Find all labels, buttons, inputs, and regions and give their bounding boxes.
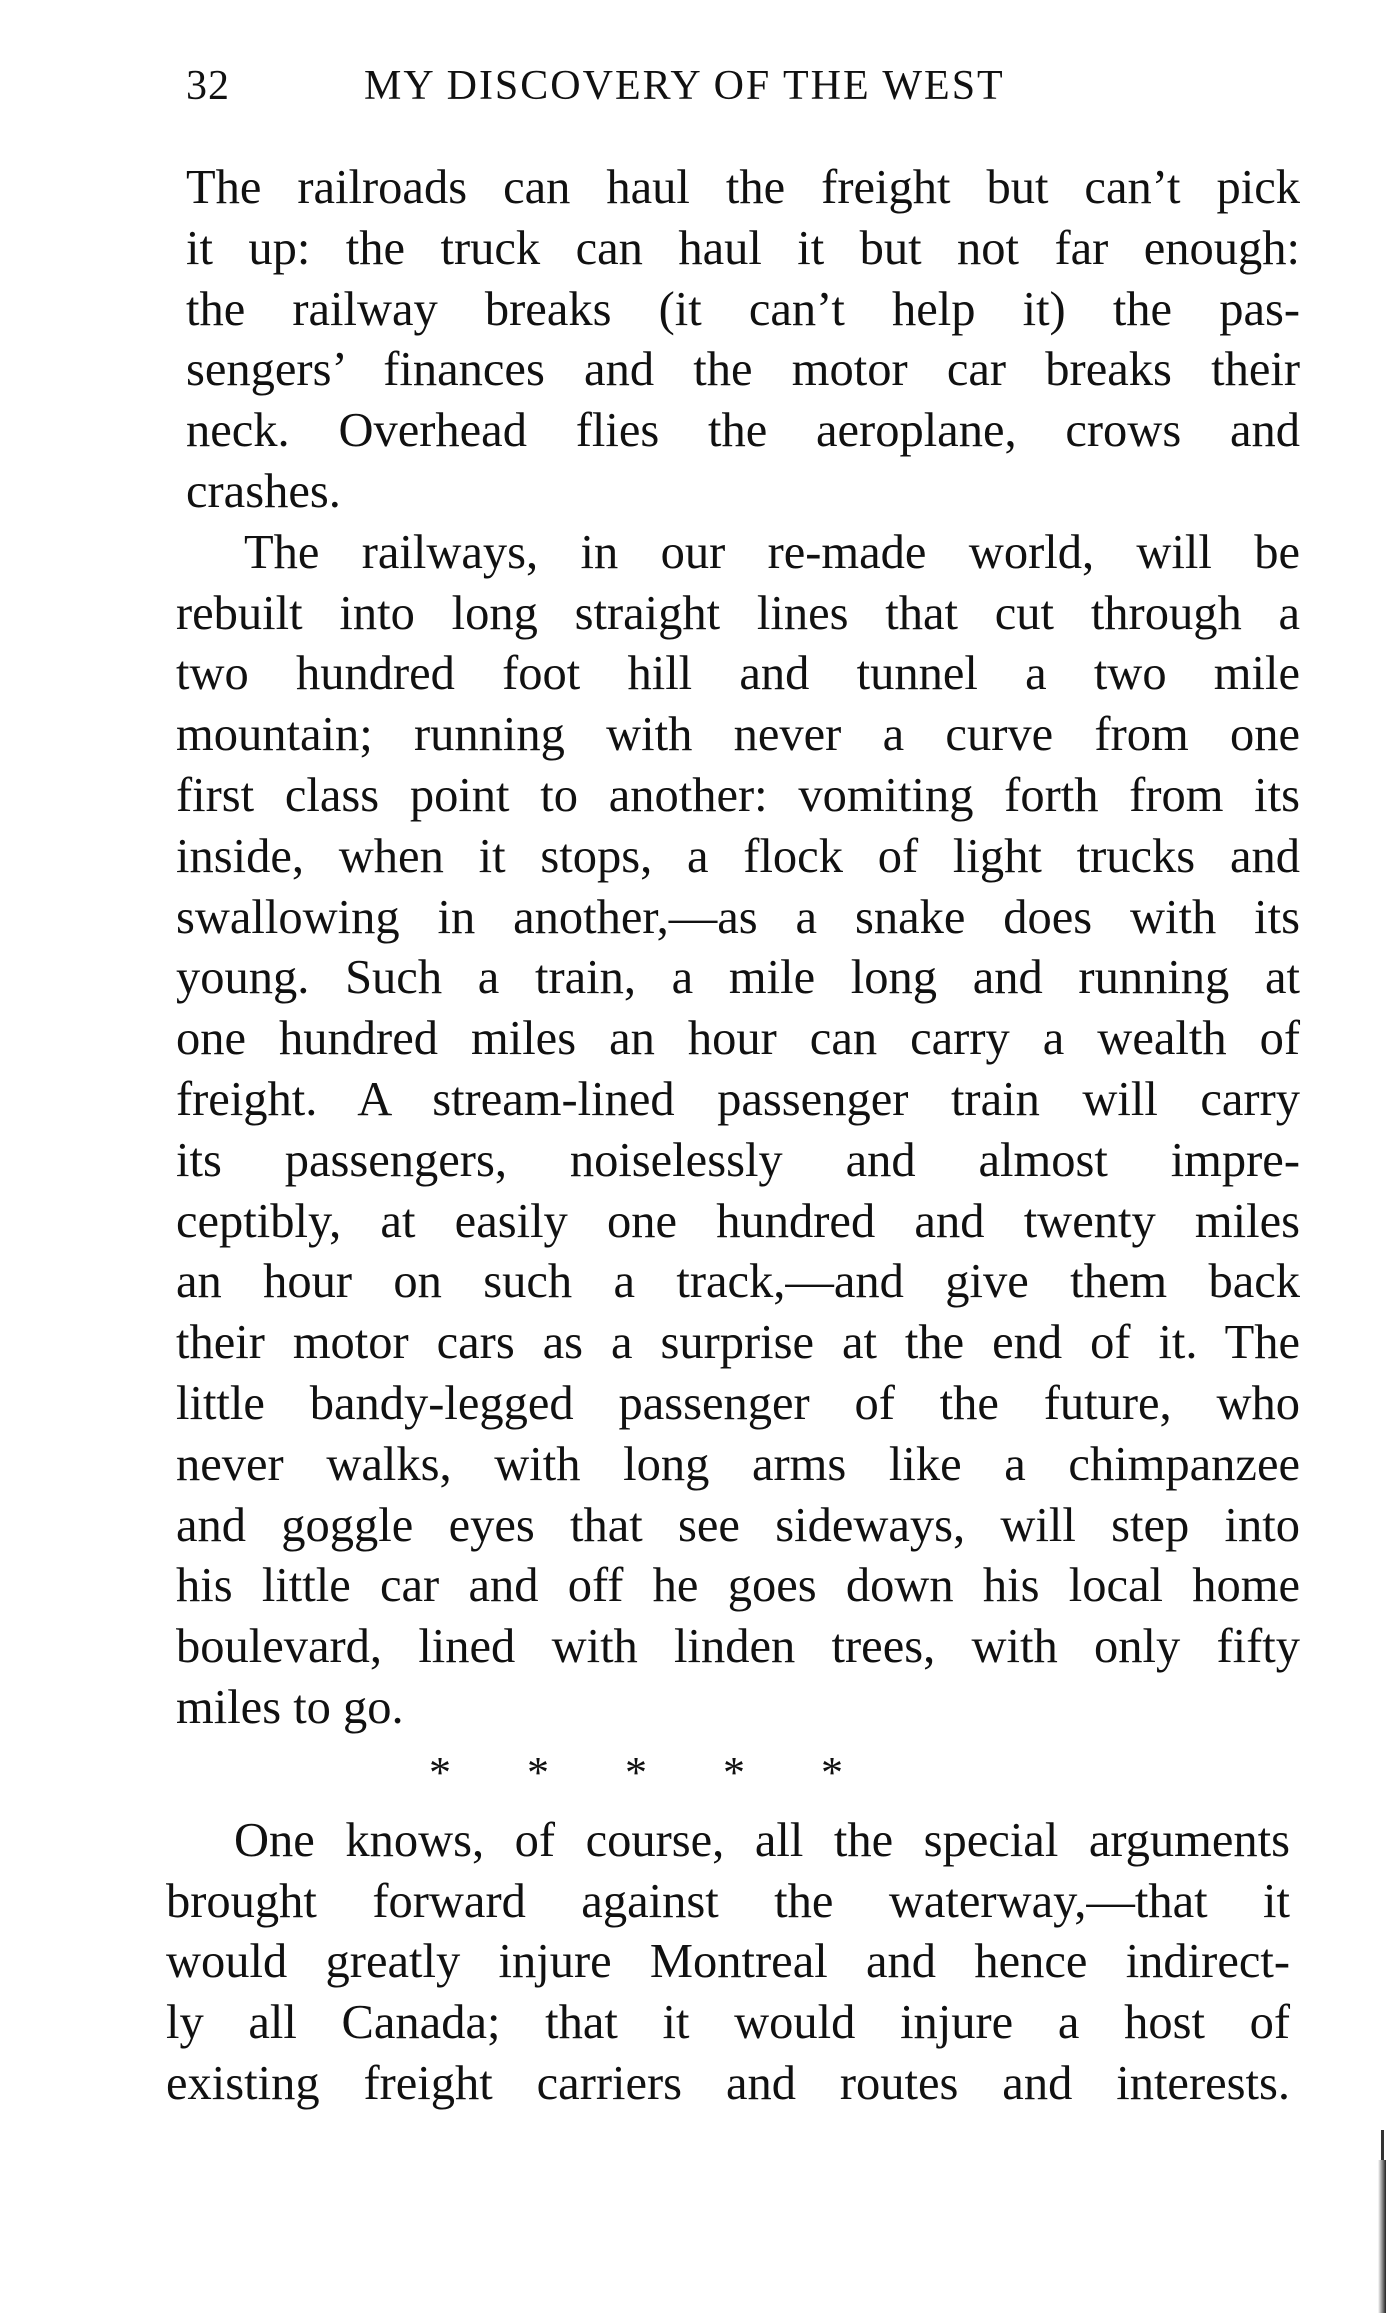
asterisk: *	[821, 1747, 843, 1797]
text-line: an hour on such a track,—and give them back	[176, 1255, 1300, 1309]
text-line: The railroads can haul the freight but can’t pick	[186, 161, 1300, 214]
text-line: One knows, of course, all the special arguments	[234, 1813, 1290, 1867]
section-separator	[316, 1739, 956, 1807]
paragraph	[176, 523, 1300, 1739]
asterisk: *	[429, 1747, 451, 1797]
text-line: his little car and off he goes down his local home	[176, 1559, 1300, 1613]
text-line: young. Such a train, a mile long and running at	[176, 951, 1300, 1005]
text-line: existing freight carriers and routes and interests.	[166, 2056, 1290, 2110]
text-line: first class point to another: vomiting forth from its	[176, 768, 1300, 822]
page-number: 32	[186, 63, 230, 109]
text-line: sengers’ finances and the motor car breaks their	[186, 343, 1300, 397]
text-line: miles to go.	[176, 1680, 404, 1734]
text-line: never walks, with long arms like a chimpanzee	[176, 1437, 1300, 1491]
asterisk: *	[723, 1747, 745, 1797]
text-line: swallowing in another,—as a snake does with its	[176, 890, 1300, 944]
paragraph	[186, 158, 1300, 523]
scan-edge-shadow	[1378, 2160, 1386, 2313]
body-text	[166, 158, 1300, 2115]
text-line: its passengers, noiselessly and almost impre-	[176, 1133, 1300, 1187]
text-line: would greatly injure Montreal and hence indirect-	[166, 1935, 1290, 1989]
paragraph	[166, 1811, 1290, 2115]
text-line: little bandy-legged passenger of the future, who	[176, 1376, 1300, 1430]
text-line: rebuilt into long straight lines that cut through a	[176, 586, 1300, 640]
running-head: MY DISCOVERY OF THE WEST	[364, 63, 1005, 109]
asterisk: *	[625, 1747, 647, 1797]
text-line: neck. Overhead flies the aeroplane, crows and	[186, 404, 1300, 458]
asterisk: *	[527, 1747, 549, 1797]
text-line: and goggle eyes that see sideways, will step into	[176, 1498, 1300, 1552]
text-line: two hundred foot hill and tunnel a two mile	[176, 647, 1300, 701]
text-line: boulevard, lined with linden trees, with only fifty	[176, 1620, 1300, 1674]
text-line: The railways, in our re-made world, will be	[244, 525, 1300, 579]
text-line: one hundred miles an hour can carry a wealth of	[176, 1012, 1300, 1066]
page-header	[186, 62, 1126, 122]
text-line: freight. A stream-lined passenger train will carry	[176, 1072, 1300, 1126]
text-line: inside, when it stops, a flock of light trucks and	[176, 829, 1300, 883]
text-line: mountain; running with never a curve from one	[176, 708, 1300, 762]
text-line: brought forward against the waterway,—that it	[166, 1874, 1290, 1928]
text-line: it up: the truck can haul it but not far enough:	[186, 221, 1300, 275]
text-line: ly all Canada; that it would injure a host of	[166, 1996, 1290, 2050]
text-line: ceptibly, at easily one hundred and twenty miles	[176, 1194, 1300, 1248]
text-line: crashes.	[186, 464, 341, 518]
text-line: the railway breaks (it can’t help it) the pas-	[186, 282, 1300, 336]
text-line: their motor cars as a surprise at the end of it. The	[176, 1316, 1300, 1370]
